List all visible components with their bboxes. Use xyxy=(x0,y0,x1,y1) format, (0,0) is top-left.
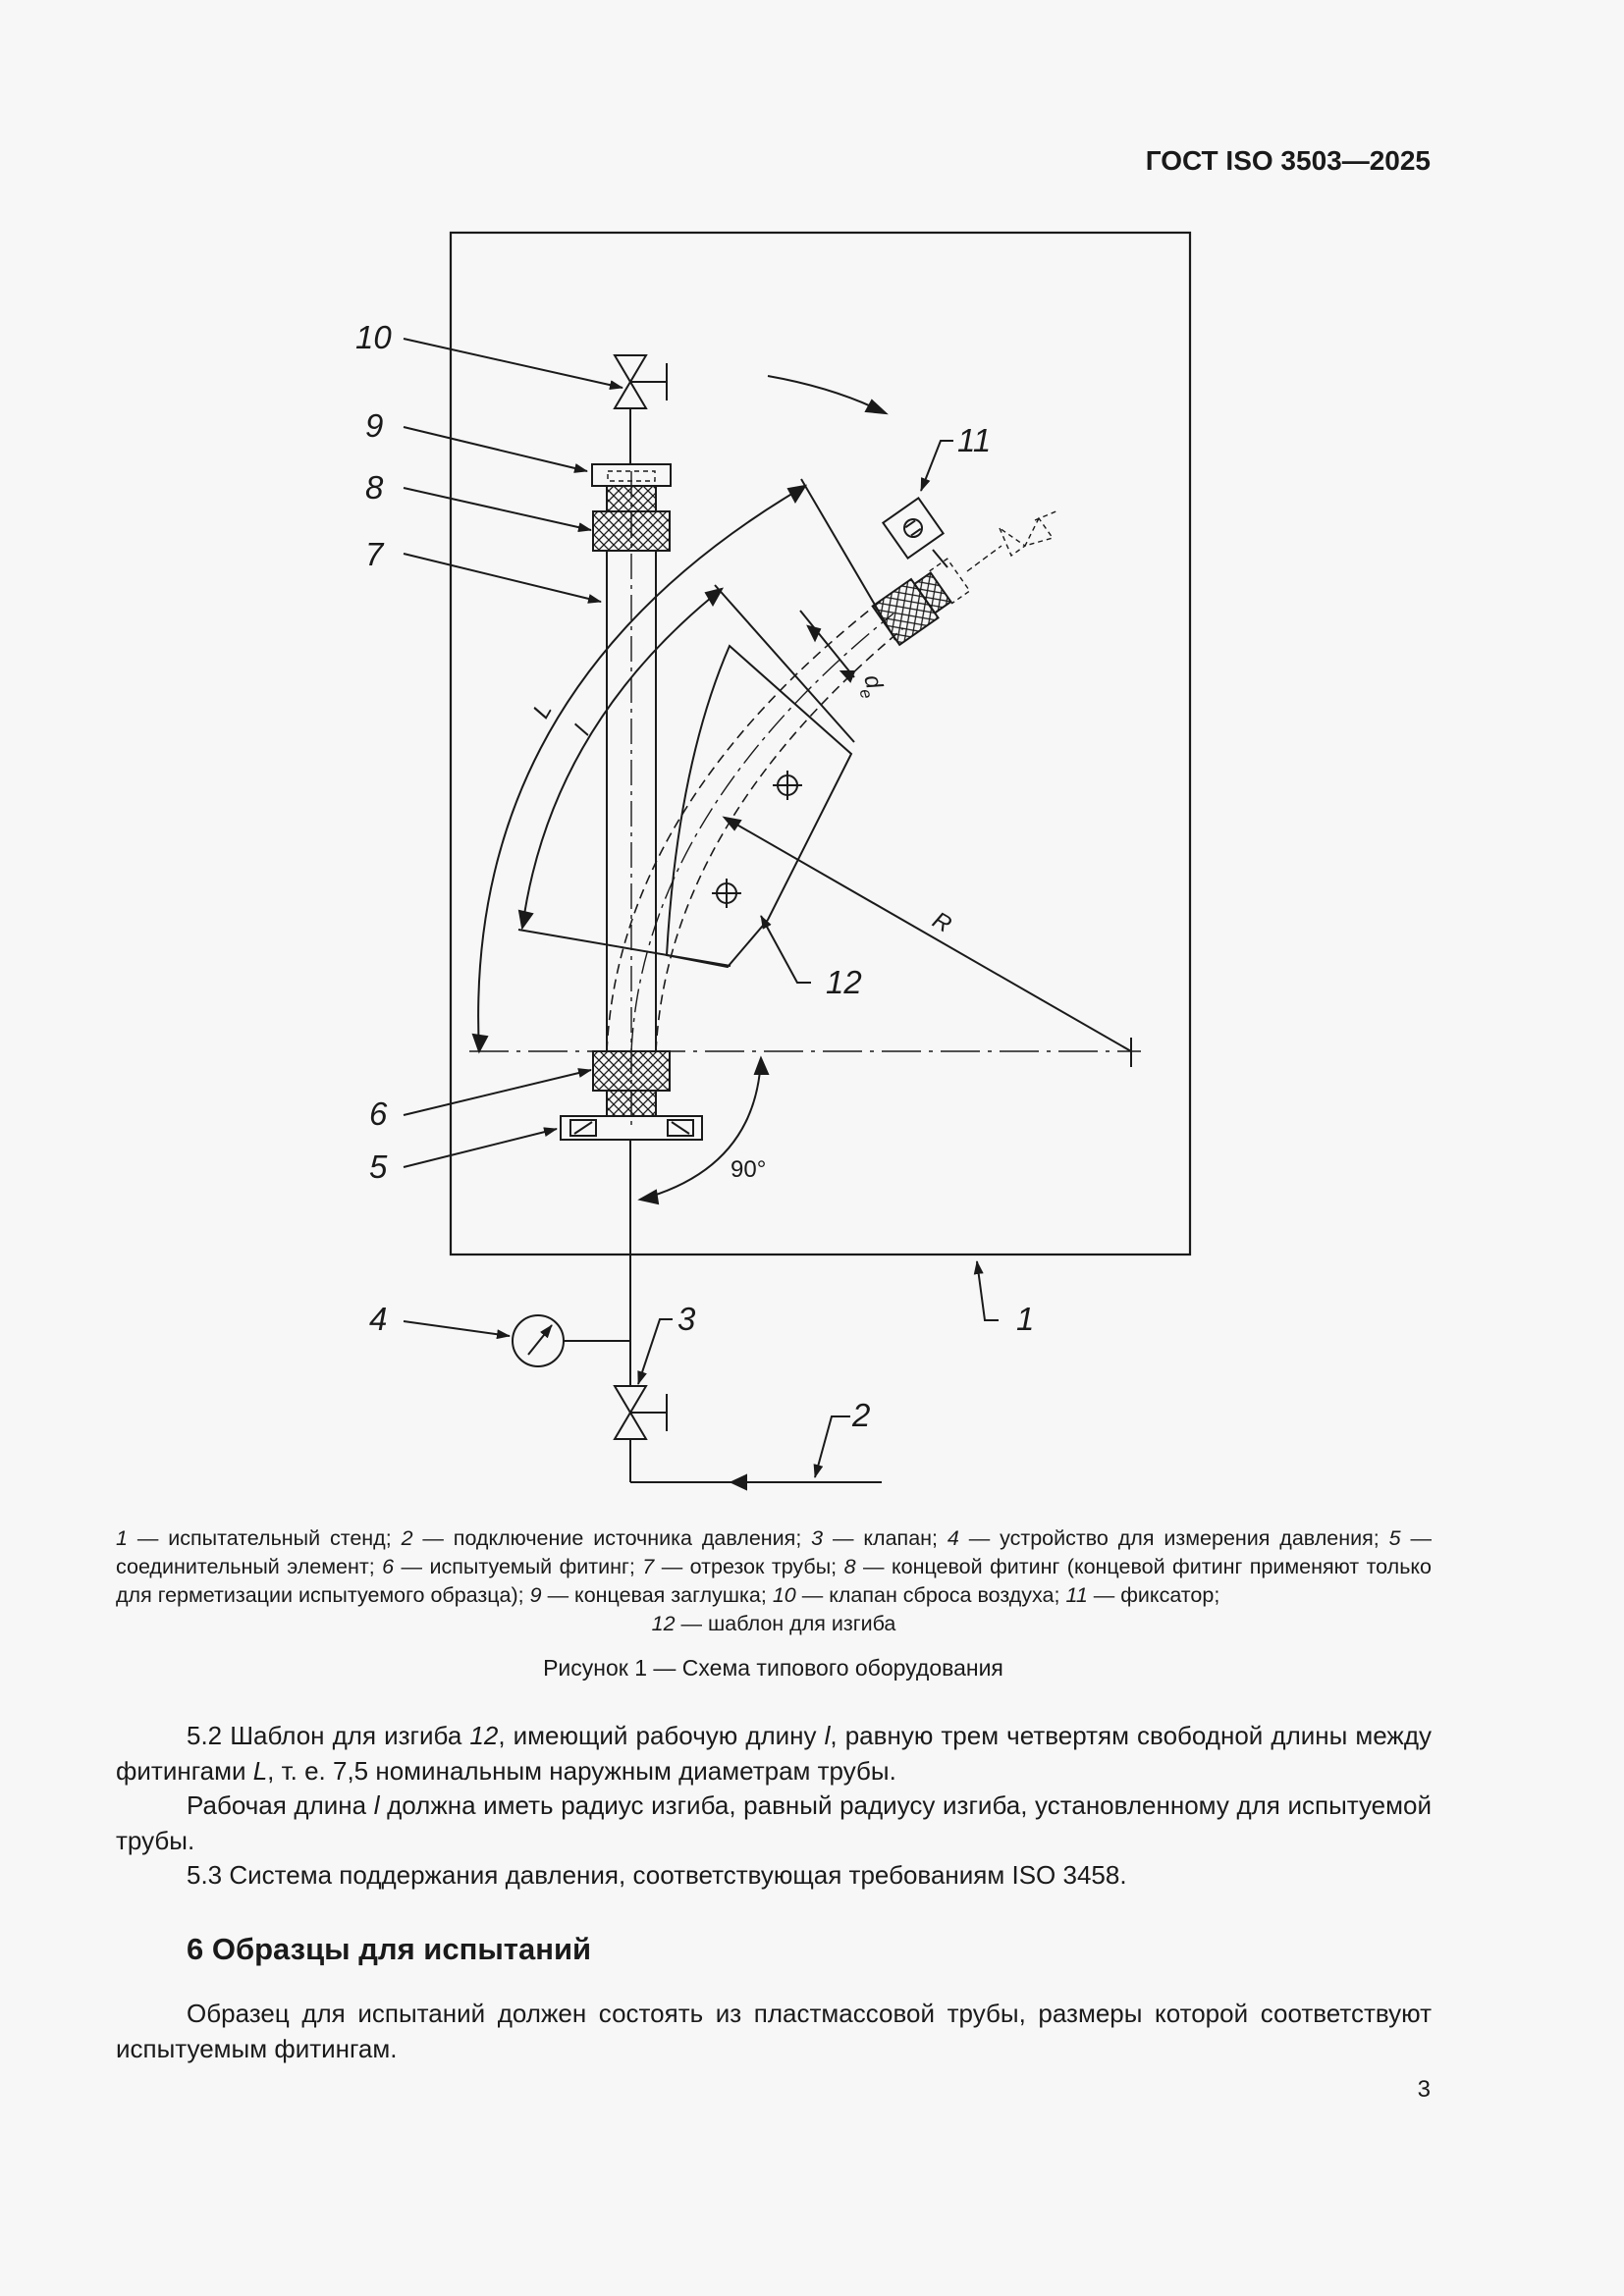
label-11: 11 xyxy=(957,422,992,458)
bending-template xyxy=(667,646,851,967)
label-8: 8 xyxy=(365,469,384,506)
paragraph-5-2: 5.2 Шаблон для изгиба 12, имеющий рабочую длину l, равную трем четвертям свободной длины между фитингами L, т. е. 7,5 номинальным наружным диаметрам трубы. xyxy=(116,1721,1432,1786)
label-1: 1 xyxy=(1016,1301,1035,1337)
label-L: L xyxy=(527,698,558,723)
section-6-heading: 6 Образцы для испытаний xyxy=(187,1932,592,1966)
legend-block: 1 — испытательный стенд; 2 — подключение источника давления; 3 — клапан; 4 — устройство для измерения давления; 5 — соединительный элемент; 6 — испытуемый фитинг; 7 — отрезок трубы; 8 — концевой фитинг (концевой фитинг применяют только для герметизации испытуемого образца); 9 — концевая заглушка; 10 — клапан сброса воздуха; 11 — фиксатор; xyxy=(116,1526,1433,1607)
tested-fitting xyxy=(593,1051,670,1091)
label-9: 9 xyxy=(365,407,384,444)
label-4: 4 xyxy=(369,1301,388,1337)
label-de: d xyxy=(858,671,888,692)
label-l: l xyxy=(569,721,596,740)
paragraph-5-3: 5.3 Система поддержания давления, соответствующая требованиям ISO 3458. xyxy=(187,1860,1127,1890)
label-10: 10 xyxy=(355,319,392,355)
label-12: 12 xyxy=(826,964,862,1000)
label-R: R xyxy=(928,906,956,938)
clamp xyxy=(883,498,943,558)
valve xyxy=(615,1369,882,1489)
label-de-subscript: e xyxy=(855,686,877,701)
label-angle: 90° xyxy=(731,1156,767,1183)
label-6: 6 xyxy=(369,1095,388,1132)
figure-caption: Рисунок 1 — Схема типового оборудования xyxy=(543,1655,1003,1681)
legend-last-line: 12 — шаблон для изгиба xyxy=(651,1612,896,1635)
document-code: ГОСТ ISO 3503—2025 xyxy=(1145,145,1431,176)
label-3: 3 xyxy=(677,1301,696,1337)
test-bench-frame xyxy=(451,233,1190,1255)
label-7: 7 xyxy=(365,536,384,572)
figure-legend xyxy=(116,1524,1432,1638)
label-2: 2 xyxy=(852,1397,871,1433)
paragraph-5-2-cont: Рабочая длина l должна иметь радиус изгиба, равный радиусу изгиба, установленному для испытуемой трубы. xyxy=(116,1790,1432,1855)
paragraph-6: Образец для испытаний должен состоять из пластмассовой трубы, размеры которой соответствуют испытуемым фитингам. xyxy=(116,1999,1432,2063)
page-number: 3 xyxy=(1417,2076,1431,2103)
air-vent-valve xyxy=(615,355,667,464)
label-5: 5 xyxy=(369,1148,388,1185)
